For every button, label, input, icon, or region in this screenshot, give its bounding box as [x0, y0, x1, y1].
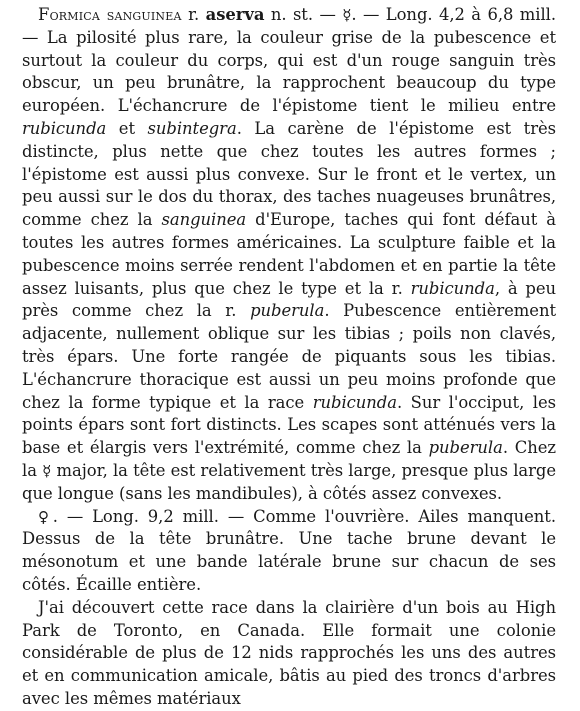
worker-major-symbol-icon: ☿ — [42, 461, 52, 480]
desc-text-3: . La carène de l'épistome est très distincte, plus nette que chez toutes les autres formes ; l'épistome est aussi plus convexe. Sur le front et le vertex, un peu aussi sur le dos du thorax, des taches nuageuses brunâtres, comme chez la — [22, 118, 556, 230]
desc-text-2: et — [106, 118, 148, 138]
rank-abbrev: r. — [188, 5, 200, 24]
ref-rubicunda-3: rubicunda — [312, 392, 397, 412]
discovery-paragraph — [22, 597, 556, 711]
race-name: aserva — [205, 5, 265, 24]
ref-sanguinea: sanguinea — [161, 210, 247, 230]
ref-subintegra: subintegra — [147, 118, 237, 138]
discovery-text: J'ai découvert cette race dans la clairière d'un bois au High Park de Toronto, en Canada. Elle formait une colonie considérable de plus de 12 nids rapprochés les uns des autres et en communication amicale, bâtis au pied des troncs d'arbres avec les mêmes matériaux — [22, 597, 556, 708]
desc-text-6: . Pubescence entièrement adjacente, nullement oblique sur les tibias ; poils non clavés, très épars. Une forte rangée de piquants sous les tibias. L'échancrure thoracique est aussi un peu moins profonde que chez la forme typique et la race — [22, 301, 556, 412]
worker-length: Long. 4,2 à 6,8 mill. — [385, 5, 557, 24]
female-symbol-icon: ♀ — [38, 507, 53, 526]
document-page — [22, 4, 556, 711]
heading-dash: — — [319, 5, 336, 24]
genus-species-name: Formica sanguinea — [38, 5, 182, 24]
ref-rubicunda-2: rubicunda — [410, 278, 495, 298]
species-description-paragraph — [22, 4, 556, 506]
ref-puberula: puberula — [250, 301, 325, 321]
symbol-dash: . — — [351, 5, 380, 24]
desc-text-9: major, la tête est relativement très large, presque plus large que longue (sans les mandibules), à côtés assez convexes. — [22, 460, 557, 503]
female-text: . — Long. 9,2 mill. — Comme l'ouvrière. Ailes manquent. Dessus de la tête brunâtre. Une tache brune devant le mésonotum et une bande latérale brune sur chacun de ses côtés. Écaille entière. — [22, 506, 556, 594]
desc-text-4: d'Europe, taches qui font défaut à toutes les autres formes américaines. La sculpture faible et la pubescence moins serrée rendent l'abdomen et en partie la tête assez luisants, plus que chez le type et la r. — [22, 210, 556, 298]
desc-text-1: — La pilosité plus rare, la couleur grise de la pubescence et surtout la couleur du corps, qui est d'un rouge sanguin très obscur, un peu brunâtre, la rapprochent beaucoup du type européen. L'échancrure de l'épistome tient le milieu entre — [22, 27, 556, 116]
ref-puberula-2: puberula — [428, 438, 503, 458]
worker-symbol-icon: ☿ — [342, 6, 352, 24]
desc-text-5: , à peu près comme chez la r. — [22, 278, 557, 321]
ref-rubicunda: rubicunda — [22, 118, 107, 138]
taxon-status: n. st. — [270, 5, 314, 24]
desc-text-7: . Sur l'occiput, les points épars sont fort distincts. Les scapes sont atténués vers la base et élargis vers l'extrémité, comme chez la — [22, 392, 556, 458]
female-description-paragraph — [22, 506, 556, 597]
desc-text-8: . Chez la — [22, 438, 556, 480]
